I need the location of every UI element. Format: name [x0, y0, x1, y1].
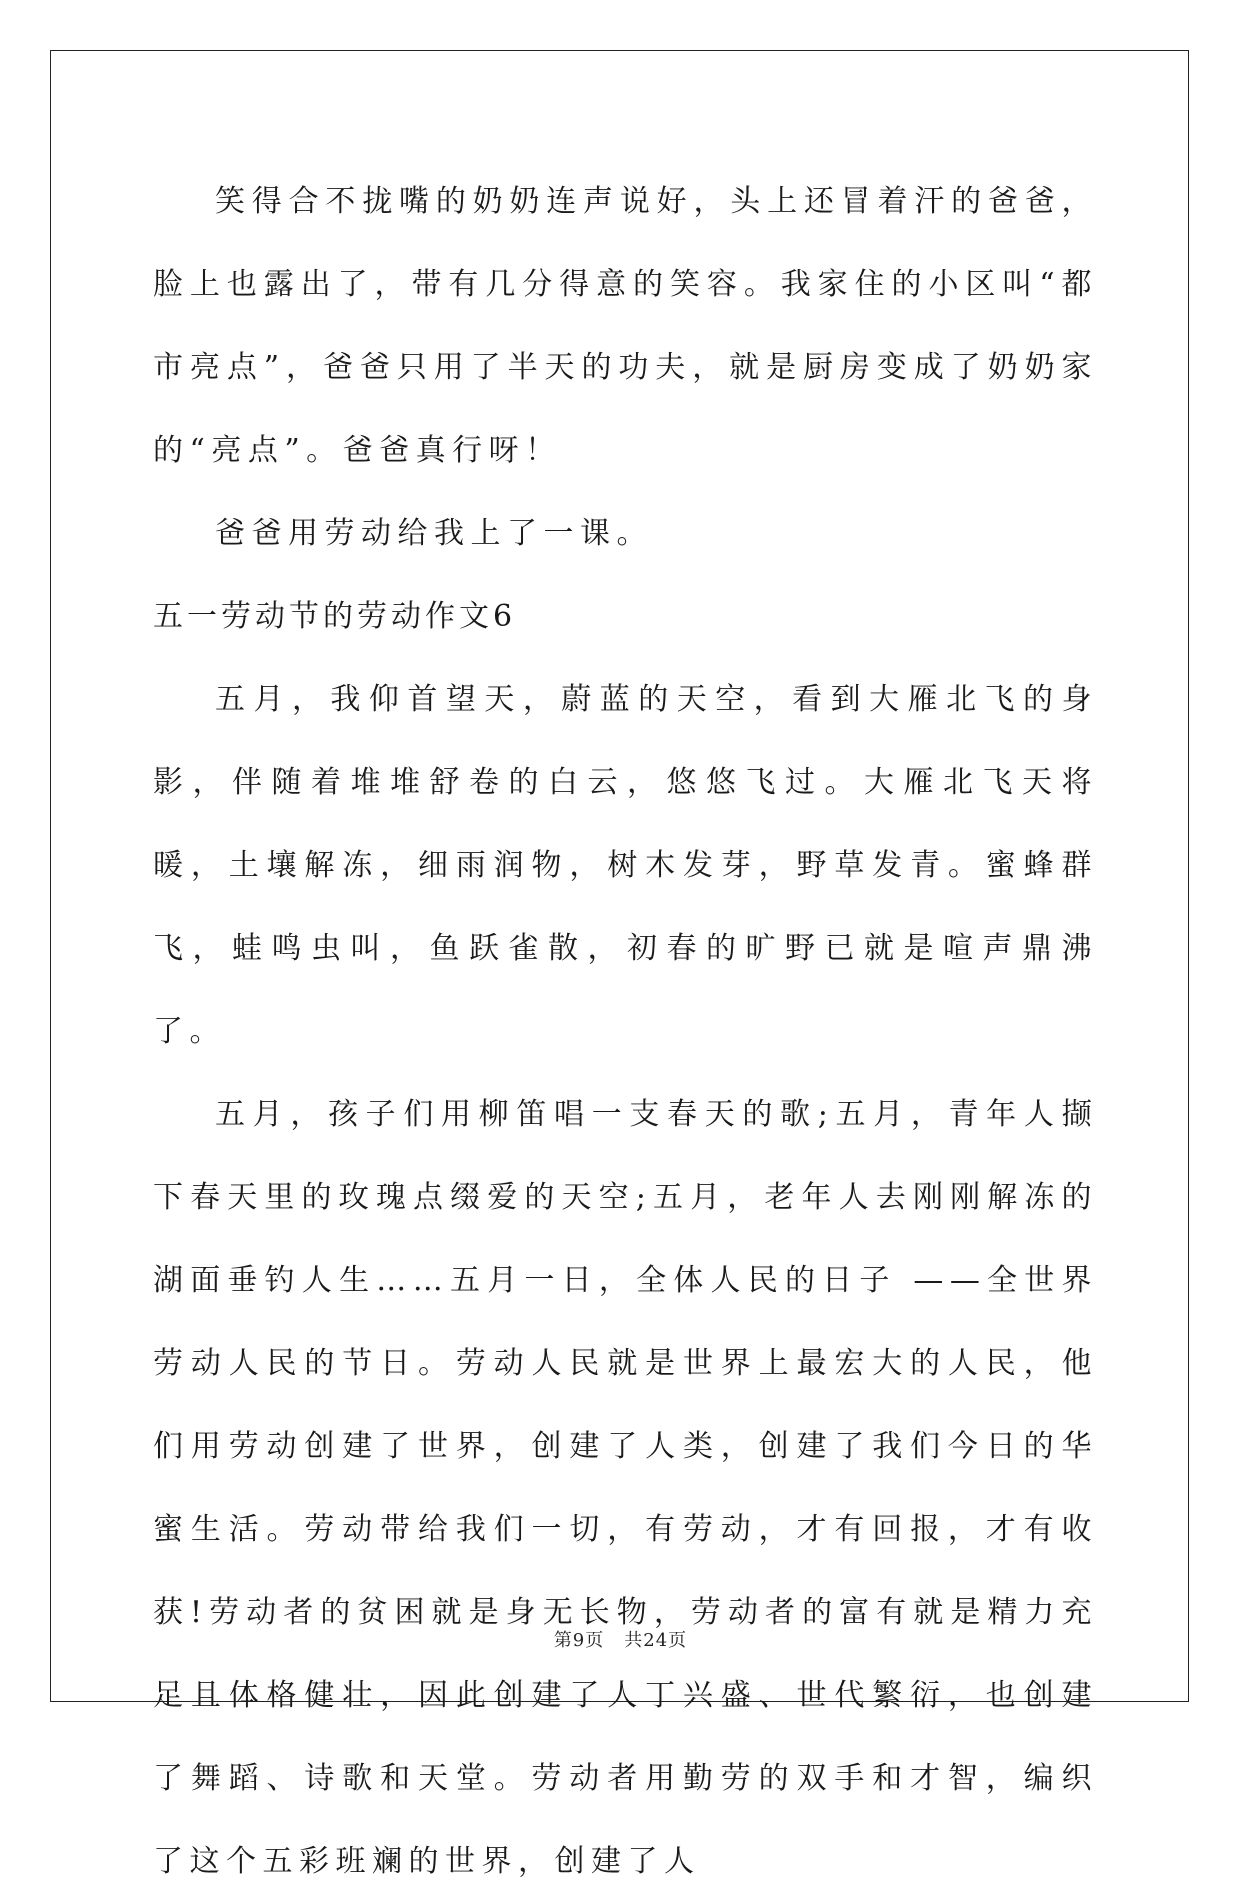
- paragraph: 笑得合不拢嘴的奶奶连声说好，头上还冒着汗的爸爸，脸上也露出了，带有几分得意的笑容。我家住的小区叫“都市亮点”，爸爸只用了半天的功夫，就是厨房变成了奶奶家的“亮点”。爸爸真行呀！: [153, 184, 1098, 468]
- paragraph: 五月，我仰首望天，蔚蓝的天空，看到大雁北飞的身影，伴随着堆堆舒卷的白云，悠悠飞过。大雁北飞天将暖，土壤解冻，细雨润物，树木发芽，野草发青。蜜蜂群飞，蛙鸣虫叫，鱼跃雀散，初春的旷野已就是喧声鼎沸了。: [153, 682, 1098, 1049]
- paragraph: 爸爸用劳动给我上了一课。: [215, 516, 653, 551]
- paragraph: 五月，孩子们用柳笛唱一支春天的歌;五月，青年人撷下春天里的玫瑰点缀爱的天空;五月，老年人去刚刚解冻的湖面垂钓人生……五月一日，全体人民的日子 ——全世界劳动人民的节日。劳动人民就是世界上最宏大的人民，他们用劳动创建了世界，创建了人类，创建了我们今日的华蜜生活。劳动带给我们一切，有劳动，才有回报，才有收获!劳动者的贫困就是身无长物，劳动者的富有就是精力充足且体格健壮，因此创建了人丁兴盛、世代繁衍，也创建了舞蹈、诗歌和天堂。劳动者用勤劳的双手和才智，编织了这个五彩班斓的世界，创建了人: [153, 1097, 1098, 1879]
- page-total: 共24页: [624, 1630, 688, 1651]
- page-number: 第9页: [553, 1630, 605, 1651]
- page-footer: [0, 1626, 1241, 1652]
- section-heading: 五一劳动节的劳动作文6: [153, 599, 517, 634]
